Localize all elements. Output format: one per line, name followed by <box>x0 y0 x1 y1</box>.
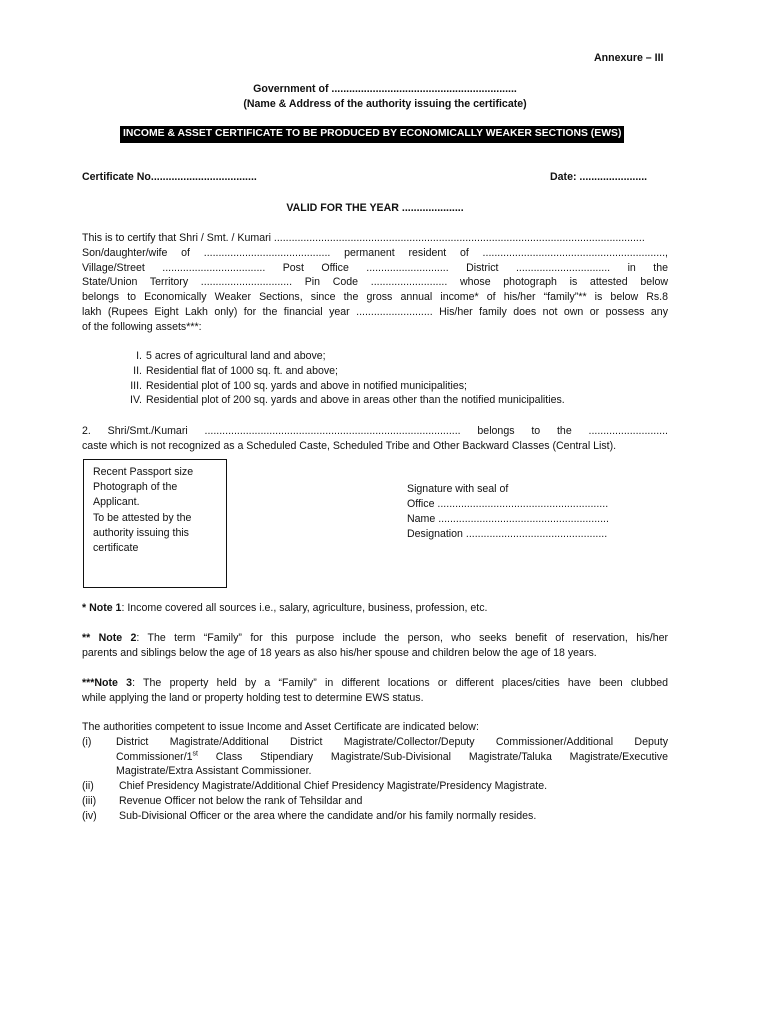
note-1-text: : Income covered all sources i.e., salary, agriculture, business, profession, etc. <box>121 602 488 614</box>
assets-list <box>100 349 660 408</box>
signature-label: Signature with seal of <box>407 483 509 495</box>
valid-for-year: VALID FOR THE YEAR ..................... <box>286 202 464 214</box>
annexure-label: Annexure – III <box>594 52 664 64</box>
list-item <box>82 809 668 824</box>
list-item-text: District Magistrate/Additional District Magistrate/Collector/Deputy Commissioner/Additional Deputy <box>116 735 668 748</box>
photo-box-line: certificate <box>93 542 139 555</box>
government-of-line: Government of ............................................................... <box>253 83 517 95</box>
list-item <box>100 364 660 379</box>
list-item-text: Residential plot of 200 sq. yards and above in areas other than the notified municipalities. <box>146 394 565 407</box>
list-item-number: II. <box>133 364 142 377</box>
designation-field: Designation ................................................ <box>407 528 608 540</box>
list-item-text: Revenue Officer not below the rank of Tehsildar and <box>119 794 363 807</box>
list-item-number: III. <box>130 379 142 392</box>
para1-line: belongs to Economically Weaker Sections, since the gross annual income* of his/her “family”** is below Rs.8 <box>82 291 668 304</box>
list-item-text: Residential plot of 100 sq. yards and above in notified municipalities; <box>146 379 467 392</box>
caste-paragraph <box>82 424 668 454</box>
list-item-number: IV. <box>130 394 142 407</box>
list-item <box>100 349 660 364</box>
name-field: Name .......................................................... <box>407 513 609 525</box>
note-2-label: ** Note 2 <box>82 632 137 644</box>
photo-placeholder-box <box>83 459 227 588</box>
list-item-text: Magistrate/Extra Assistant Commissioner. <box>116 765 312 778</box>
para1-line: of the following assets***: <box>82 320 202 333</box>
para1-line: This is to certify that Shri / Smt. / Kumari .............................................................................................................................. <box>82 232 645 244</box>
list-item-text: Sub-Divisional Officer or the area where the candidate and/or his family normally resides. <box>119 809 537 822</box>
office-field: Office .......................................................... <box>407 498 609 510</box>
list-item <box>100 379 660 394</box>
note-3-label: ***Note 3 <box>82 677 133 689</box>
authorities-section <box>82 720 668 824</box>
note-3-text-cont: while applying the land or property holding test to determine EWS status. <box>82 691 424 704</box>
note-2-text-cont: parents and siblings below the age of 18 years as also his/her spouse and children below the age of 18 years. <box>82 646 597 659</box>
signature-block <box>407 482 609 542</box>
list-item-number: (iii) <box>82 794 97 807</box>
list-item <box>82 779 668 794</box>
list-item-number: (ii) <box>82 780 94 793</box>
authority-address-note: (Name & Address of the authority issuing the certificate) <box>243 98 527 110</box>
note-2-text: : The term “Family” for this purpose include the person, who seeks benefit of reservation, his/her <box>136 632 668 644</box>
photo-box-line: authority issuing this <box>93 526 189 539</box>
para1-line: Son/daughter/wife of ........................................... permanent resident of .............................................................., <box>82 246 668 259</box>
photo-box-line: Applicant. <box>93 496 140 509</box>
list-item-text: Commissioner/1st Class Stipendiary Magistrate/Sub-Divisional Magistrate/Taluka Magistrate/Executive <box>116 750 668 763</box>
list-item-text: Residential flat of 1000 sq. ft. and above; <box>146 364 338 377</box>
date-field: Date: ....................... <box>550 171 648 183</box>
list-item <box>82 794 668 809</box>
photo-box-line: Recent Passport size <box>93 466 194 478</box>
note-1-label: * Note 1 <box>82 602 122 614</box>
authorities-intro: The authorities competent to issue Income and Asset Certificate are indicated below: <box>82 721 479 733</box>
para1-line: State/Union Territory ............................... Pin Code .......................... whose photograph is attested below <box>82 276 668 289</box>
list-item-number: I. <box>136 350 142 362</box>
para2-line: 2. Shri/Smt./Kumari ....................................................................................... belongs to the ........................... <box>82 425 668 437</box>
certificate-title: INCOME & ASSET CERTIFICATE TO BE PRODUCED BY ECONOMICALLY WEAKER SECTIONS (EWS) <box>120 126 624 143</box>
note-1 <box>82 601 668 616</box>
certification-paragraph <box>82 231 668 335</box>
photo-box-line: Photograph of the <box>93 481 178 494</box>
para1-line: lakh (Rupees Eight Lakh only) for the financial year .......................... His/her family does not own or possess any <box>82 305 668 318</box>
para1-line: Village/Street ................................... Post Office ............................ District ................................ in the <box>82 261 668 274</box>
list-item-number: (i) <box>82 735 92 748</box>
note-2 <box>82 631 668 661</box>
para2-line: caste which is not recognized as a Scheduled Caste, Scheduled Tribe and Other Backward Classes (Central List). <box>82 439 617 452</box>
list-item-text: Chief Presidency Magistrate/Additional Chief Presidency Magistrate/Presidency Magistrate. <box>119 780 548 793</box>
certificate-number-field: Certificate No.................................... <box>82 171 257 183</box>
list-item-number: (iv) <box>82 809 97 822</box>
note-3 <box>82 676 668 706</box>
note-3-text: : The property held by a “Family” in different locations or different places/cities have been clubbed <box>132 677 669 689</box>
list-item <box>82 735 668 779</box>
photo-box-line: To be attested by the <box>93 511 192 524</box>
list-item <box>100 393 660 408</box>
list-item-text: 5 acres of agricultural land and above; <box>146 350 326 362</box>
